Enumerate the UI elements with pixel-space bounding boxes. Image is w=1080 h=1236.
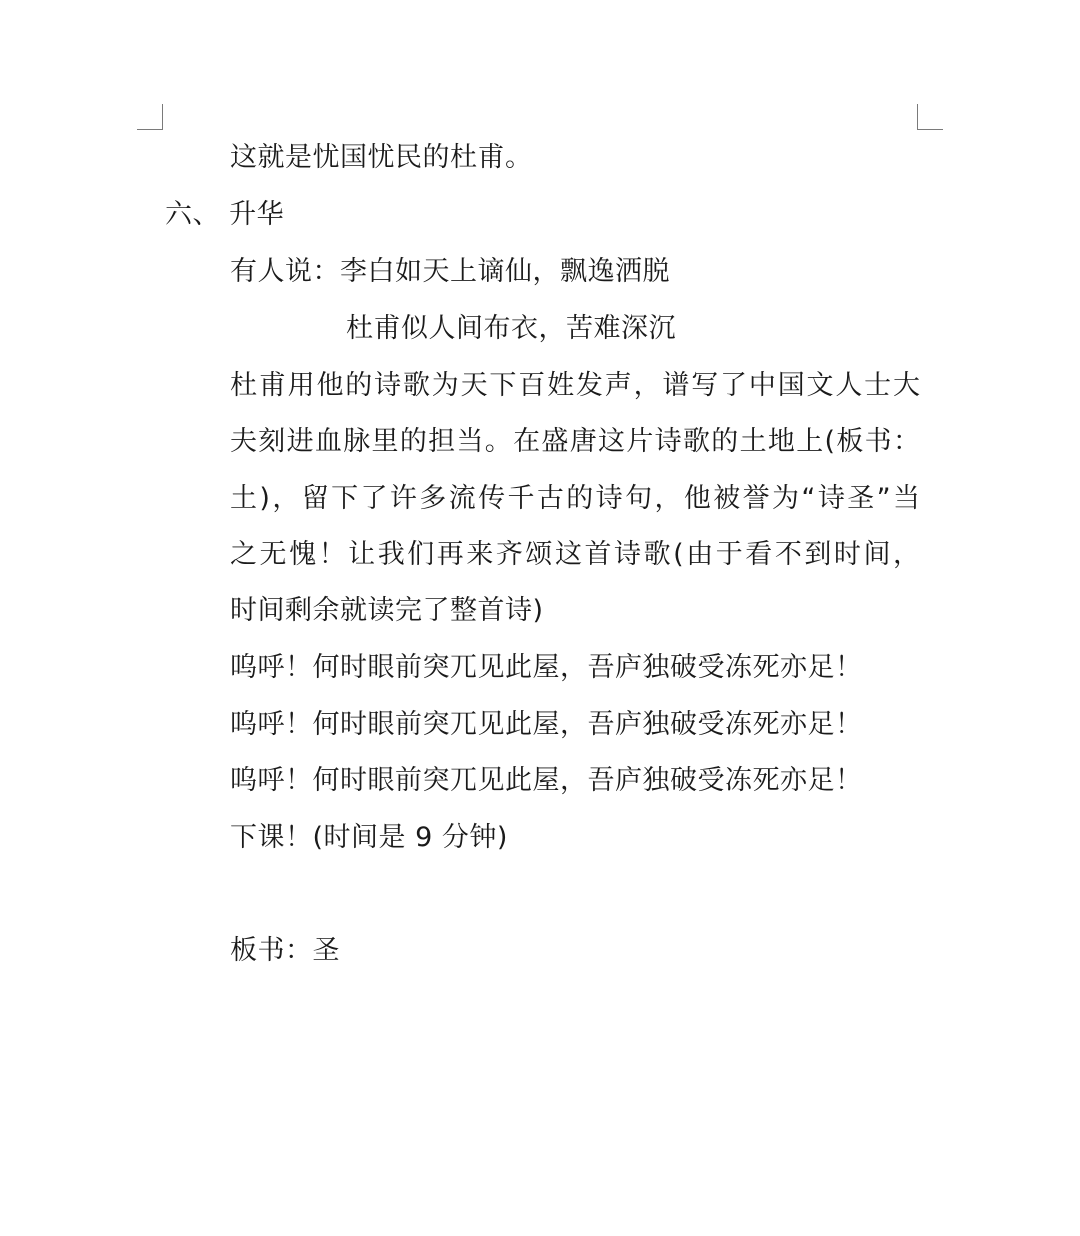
poem-line: 呜呼！何时眼前突兀见此屋，吾庐独破受冻死亦足！ [230,652,863,683]
text-line: 杜甫用他的诗歌为天下百姓发声，谱写了中国文人士大 [230,370,920,401]
text-line: 下课！(时间是 9 分钟) [230,822,508,853]
text-line: 有人说：李白如天上谪仙，飘逸洒脱 [230,256,670,287]
section-heading: 六、 升华 [165,199,285,230]
text-line: 时间剩余就读完了整首诗) [230,595,544,626]
text-line: 这就是忧国忧民的杜甫。 [230,142,533,173]
text-line: 杜甫似人间布衣，苦难深沉 [346,313,676,344]
poem-line: 呜呼！何时眼前突兀见此屋，吾庐独破受冻死亦足！ [230,765,863,796]
blackboard-note: 板书：圣 [230,935,340,966]
text-line: 土)，留下了许多流传千古的诗句，他被誉为“诗圣”当 [230,483,920,514]
crop-mark-top-right [917,104,943,130]
poem-line: 呜呼！何时眼前突兀见此屋，吾庐独破受冻死亦足！ [230,709,863,740]
text-line: 夫刻进血脉里的担当。在盛唐这片诗歌的土地上(板书： [230,426,920,457]
text-line: 之无愧！让我们再来齐颂这首诗歌(由于看不到时间， [230,539,920,570]
crop-mark-top-left [137,104,163,130]
